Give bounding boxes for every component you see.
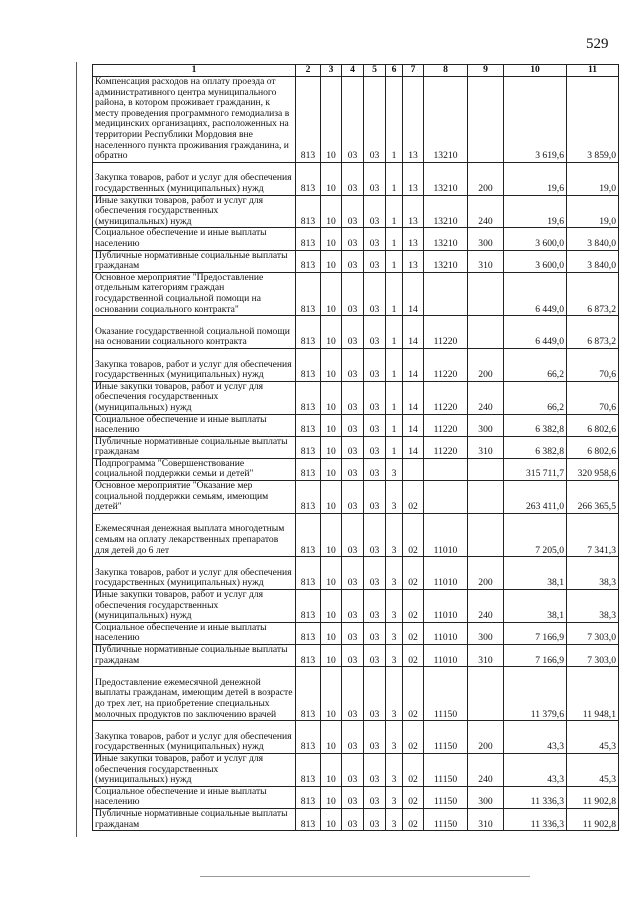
code-cell: 02 <box>403 754 424 787</box>
code-cell: 03 <box>342 436 364 458</box>
budget-table <box>92 64 619 831</box>
code-cell: 02 <box>403 481 424 514</box>
amount-year2-cell: 11 902,8 <box>567 786 619 808</box>
target-article-cell: 11220 <box>424 348 468 381</box>
code-cell: 813 <box>296 458 321 480</box>
expense-type-cell: 240 <box>468 754 504 787</box>
table-row <box>93 721 619 754</box>
code-cell: 1 <box>386 228 403 250</box>
amount-year1-cell: 7 166,9 <box>504 645 567 667</box>
code-cell: 1 <box>386 316 403 349</box>
table-row <box>93 272 619 315</box>
code-cell: 13 <box>403 195 424 228</box>
expense-type-cell: 300 <box>468 786 504 808</box>
code-cell: 813 <box>296 481 321 514</box>
code-cell: 03 <box>342 228 364 250</box>
target-article-cell: 11150 <box>424 786 468 808</box>
table-row <box>93 458 619 480</box>
code-cell: 02 <box>403 590 424 623</box>
code-cell: 14 <box>403 316 424 349</box>
code-cell: 1 <box>386 195 403 228</box>
code-cell: 813 <box>296 590 321 623</box>
code-cell: 03 <box>364 667 386 721</box>
expense-type-cell <box>468 481 504 514</box>
target-article-cell: 13210 <box>424 77 468 163</box>
code-cell: 03 <box>342 77 364 163</box>
target-article-cell: 11150 <box>424 809 468 831</box>
table-row <box>93 414 619 436</box>
column-header-11: 11 <box>567 65 619 77</box>
code-cell: 1 <box>386 272 403 315</box>
code-cell: 1 <box>386 414 403 436</box>
amount-year2-cell: 3 859,0 <box>567 77 619 163</box>
code-cell: 03 <box>364 754 386 787</box>
code-cell: 813 <box>296 622 321 644</box>
expense-type-cell: 240 <box>468 590 504 623</box>
code-cell: 10 <box>321 316 342 349</box>
code-cell: 14 <box>403 414 424 436</box>
amount-year2-cell: 70,6 <box>567 381 619 414</box>
description-cell: Предоставление ежемесячной денежной выплаты гражданам, имеющим детей в возрасте до трех лет, на приобретение специальных молочных продуктов по заключению врачей <box>93 667 296 721</box>
description-cell: Публичные нормативные социальные выплаты гражданам <box>93 645 296 667</box>
code-cell: 03 <box>364 381 386 414</box>
description-cell: Иные закупки товаров, работ и услуг для обеспечения государственных (муниципальных) нужд <box>93 754 296 787</box>
amount-year1-cell: 43,3 <box>504 721 567 754</box>
amount-year2-cell: 266 365,5 <box>567 481 619 514</box>
code-cell: 14 <box>403 272 424 315</box>
target-article-cell: 11220 <box>424 414 468 436</box>
code-cell: 813 <box>296 721 321 754</box>
code-cell: 03 <box>342 557 364 590</box>
code-cell: 10 <box>321 272 342 315</box>
code-cell: 813 <box>296 162 321 195</box>
code-cell: 10 <box>321 721 342 754</box>
expense-type-cell <box>468 272 504 315</box>
code-cell: 03 <box>342 458 364 480</box>
table-row <box>93 228 619 250</box>
description-cell: Закупка товаров, работ и услуг для обеспечения государственных (муниципальных) нужд <box>93 162 296 195</box>
code-cell: 03 <box>342 786 364 808</box>
amount-year2-cell: 6 802,6 <box>567 414 619 436</box>
table-row <box>93 436 619 458</box>
amount-year1-cell: 11 379,6 <box>504 667 567 721</box>
code-cell: 03 <box>342 162 364 195</box>
target-article-cell: 11010 <box>424 645 468 667</box>
code-cell: 813 <box>296 754 321 787</box>
description-cell: Социальное обеспечение и иные выплаты населению <box>93 786 296 808</box>
code-cell: 10 <box>321 77 342 163</box>
table-header <box>93 65 619 77</box>
code-cell: 3 <box>386 557 403 590</box>
column-header-6: 6 <box>386 65 403 77</box>
code-cell: 3 <box>386 754 403 787</box>
target-article-cell <box>424 458 468 480</box>
code-cell: 10 <box>321 162 342 195</box>
code-cell: 10 <box>321 513 342 556</box>
code-cell: 03 <box>364 316 386 349</box>
amount-year1-cell: 38,1 <box>504 557 567 590</box>
description-cell: Иные закупки товаров, работ и услуг для обеспечения государственных (муниципальных) нужд <box>93 590 296 623</box>
code-cell: 03 <box>364 481 386 514</box>
target-article-cell <box>424 272 468 315</box>
amount-year2-cell: 38,3 <box>567 557 619 590</box>
code-cell: 3 <box>386 721 403 754</box>
target-article-cell: 13210 <box>424 162 468 195</box>
code-cell: 813 <box>296 228 321 250</box>
target-article-cell: 11220 <box>424 436 468 458</box>
code-cell: 03 <box>364 195 386 228</box>
amount-year2-cell: 7 303,0 <box>567 622 619 644</box>
table-row <box>93 645 619 667</box>
code-cell: 03 <box>342 645 364 667</box>
column-header-4: 4 <box>342 65 364 77</box>
description-cell: Подпрограмма "Совершенствование социальной поддержки семьи и детей" <box>93 458 296 480</box>
amount-year1-cell: 6 382,8 <box>504 414 567 436</box>
code-cell: 03 <box>342 622 364 644</box>
amount-year1-cell: 3 600,0 <box>504 250 567 272</box>
target-article-cell: 13210 <box>424 250 468 272</box>
code-cell: 03 <box>342 348 364 381</box>
code-cell: 03 <box>342 721 364 754</box>
code-cell: 813 <box>296 436 321 458</box>
code-cell: 3 <box>386 513 403 556</box>
table-row <box>93 316 619 349</box>
code-cell: 10 <box>321 250 342 272</box>
code-cell: 03 <box>364 590 386 623</box>
expense-type-cell: 200 <box>468 557 504 590</box>
code-cell: 02 <box>403 667 424 721</box>
description-cell: Закупка товаров, работ и услуг для обеспечения государственных (муниципальных) нужд <box>93 721 296 754</box>
amount-year2-cell: 45,3 <box>567 754 619 787</box>
amount-year2-cell: 6 802,6 <box>567 436 619 458</box>
expense-type-cell: 300 <box>468 228 504 250</box>
footer-rule <box>200 876 530 877</box>
code-cell: 03 <box>364 348 386 381</box>
description-cell: Публичные нормативные социальные выплаты гражданам <box>93 250 296 272</box>
code-cell: 02 <box>403 622 424 644</box>
code-cell: 3 <box>386 786 403 808</box>
table-row <box>93 809 619 831</box>
code-cell: 02 <box>403 721 424 754</box>
code-cell: 03 <box>342 667 364 721</box>
amount-year2-cell: 3 840,0 <box>567 250 619 272</box>
code-cell: 813 <box>296 667 321 721</box>
expense-type-cell: 240 <box>468 195 504 228</box>
table-row <box>93 622 619 644</box>
amount-year1-cell: 11 336,3 <box>504 786 567 808</box>
description-cell: Социальное обеспечение и иные выплаты населению <box>93 622 296 644</box>
description-cell: Публичные нормативные социальные выплаты гражданам <box>93 436 296 458</box>
code-cell: 3 <box>386 481 403 514</box>
expense-type-cell: 240 <box>468 381 504 414</box>
description-cell: Иные закупки товаров, работ и услуг для обеспечения государственных (муниципальных) нужд <box>93 195 296 228</box>
code-cell: 10 <box>321 195 342 228</box>
code-cell: 03 <box>342 590 364 623</box>
expense-type-cell <box>468 458 504 480</box>
code-cell: 3 <box>386 809 403 831</box>
table-row <box>93 667 619 721</box>
amount-year2-cell: 6 873,2 <box>567 316 619 349</box>
expense-type-cell: 200 <box>468 721 504 754</box>
amount-year2-cell: 19,0 <box>567 162 619 195</box>
code-cell: 1 <box>386 436 403 458</box>
code-cell: 03 <box>364 77 386 163</box>
code-cell: 03 <box>364 809 386 831</box>
amount-year1-cell: 7 166,9 <box>504 622 567 644</box>
amount-year2-cell: 11 902,8 <box>567 809 619 831</box>
column-header-1: 1 <box>93 65 296 77</box>
target-article-cell: 11220 <box>424 381 468 414</box>
code-cell: 1 <box>386 250 403 272</box>
expense-type-cell: 310 <box>468 250 504 272</box>
target-article-cell: 11010 <box>424 590 468 623</box>
table-row <box>93 513 619 556</box>
code-cell: 13 <box>403 250 424 272</box>
code-cell: 03 <box>342 754 364 787</box>
amount-year1-cell: 66,2 <box>504 348 567 381</box>
description-cell: Ежемесячная денежная выплата многодетным семьям на оплату лекарственных препаратов для детей до 6 лет <box>93 513 296 556</box>
code-cell: 10 <box>321 557 342 590</box>
code-cell: 813 <box>296 513 321 556</box>
table-row <box>93 590 619 623</box>
code-cell: 03 <box>364 162 386 195</box>
description-cell: Основное мероприятие "Оказание мер социальной поддержки семьям, имеющим детей" <box>93 481 296 514</box>
amount-year1-cell: 19,6 <box>504 162 567 195</box>
description-cell: Закупка товаров, работ и услуг для обеспечения государственных (муниципальных) нужд <box>93 348 296 381</box>
code-cell: 03 <box>364 458 386 480</box>
target-article-cell: 11010 <box>424 513 468 556</box>
code-cell: 813 <box>296 250 321 272</box>
amount-year2-cell: 19,0 <box>567 195 619 228</box>
code-cell: 10 <box>321 667 342 721</box>
amount-year2-cell: 6 873,2 <box>567 272 619 315</box>
code-cell: 10 <box>321 381 342 414</box>
table-row <box>93 195 619 228</box>
amount-year2-cell: 38,3 <box>567 590 619 623</box>
amount-year1-cell: 43,3 <box>504 754 567 787</box>
code-cell: 13 <box>403 162 424 195</box>
amount-year2-cell: 3 840,0 <box>567 228 619 250</box>
left-margin-rule <box>76 62 77 837</box>
description-cell: Социальное обеспечение и иные выплаты населению <box>93 414 296 436</box>
code-cell: 3 <box>386 645 403 667</box>
code-cell: 3 <box>386 667 403 721</box>
code-cell: 03 <box>364 272 386 315</box>
target-article-cell: 13210 <box>424 228 468 250</box>
target-article-cell: 13210 <box>424 195 468 228</box>
amount-year1-cell: 6 449,0 <box>504 316 567 349</box>
page-number: 529 <box>586 36 609 52</box>
code-cell: 13 <box>403 228 424 250</box>
code-cell: 813 <box>296 645 321 667</box>
amount-year2-cell: 45,3 <box>567 721 619 754</box>
column-header-2: 2 <box>296 65 321 77</box>
target-article-cell <box>424 481 468 514</box>
table-row <box>93 77 619 163</box>
table-row <box>93 786 619 808</box>
table-row <box>93 481 619 514</box>
amount-year1-cell: 66,2 <box>504 381 567 414</box>
header-row <box>93 65 619 77</box>
description-cell: Иные закупки товаров, работ и услуг для обеспечения государственных (муниципальных) нужд <box>93 381 296 414</box>
target-article-cell: 11150 <box>424 667 468 721</box>
amount-year1-cell: 263 411,0 <box>504 481 567 514</box>
expense-type-cell: 200 <box>468 162 504 195</box>
code-cell <box>403 458 424 480</box>
table-row <box>93 250 619 272</box>
code-cell: 02 <box>403 513 424 556</box>
expense-type-cell <box>468 77 504 163</box>
amount-year1-cell: 6 382,8 <box>504 436 567 458</box>
code-cell: 10 <box>321 436 342 458</box>
amount-year1-cell: 6 449,0 <box>504 272 567 315</box>
code-cell: 03 <box>364 436 386 458</box>
code-cell: 813 <box>296 414 321 436</box>
amount-year1-cell: 3 600,0 <box>504 228 567 250</box>
code-cell: 03 <box>364 228 386 250</box>
description-cell: Компенсация расходов на оплату проезда от административного центра муниципального района, в котором проживает гражданин, к месту проведения программного гемодиализа в медицинских организациях, расположенных на территории Республики Мордовия вне населенного пункта проживания гражданина, и обратно <box>93 77 296 163</box>
code-cell: 03 <box>342 381 364 414</box>
code-cell: 03 <box>342 481 364 514</box>
column-header-8: 8 <box>424 65 468 77</box>
code-cell: 813 <box>296 195 321 228</box>
expense-type-cell <box>468 667 504 721</box>
code-cell: 1 <box>386 162 403 195</box>
code-cell: 02 <box>403 786 424 808</box>
expense-type-cell: 310 <box>468 645 504 667</box>
code-cell: 3 <box>386 458 403 480</box>
code-cell: 813 <box>296 348 321 381</box>
code-cell: 3 <box>386 622 403 644</box>
target-article-cell: 11010 <box>424 557 468 590</box>
code-cell: 10 <box>321 786 342 808</box>
code-cell: 03 <box>364 414 386 436</box>
amount-year1-cell: 7 205,0 <box>504 513 567 556</box>
code-cell: 03 <box>364 557 386 590</box>
code-cell: 813 <box>296 809 321 831</box>
amount-year2-cell: 70,6 <box>567 348 619 381</box>
amount-year1-cell: 315 711,7 <box>504 458 567 480</box>
code-cell: 03 <box>364 721 386 754</box>
table-row <box>93 348 619 381</box>
target-article-cell: 11010 <box>424 622 468 644</box>
table-row <box>93 557 619 590</box>
code-cell: 03 <box>342 809 364 831</box>
target-article-cell: 11220 <box>424 316 468 349</box>
amount-year1-cell: 19,6 <box>504 195 567 228</box>
code-cell: 1 <box>386 381 403 414</box>
table-row <box>93 754 619 787</box>
code-cell: 13 <box>403 77 424 163</box>
code-cell: 813 <box>296 272 321 315</box>
description-cell: Основное мероприятие "Предоставление отдельным категориям граждан государственной социальной помощи на основании социального контракта" <box>93 272 296 315</box>
code-cell: 1 <box>386 348 403 381</box>
expense-type-cell <box>468 513 504 556</box>
expense-type-cell: 200 <box>468 348 504 381</box>
code-cell: 10 <box>321 590 342 623</box>
code-cell: 813 <box>296 381 321 414</box>
code-cell: 03 <box>364 786 386 808</box>
code-cell: 03 <box>342 195 364 228</box>
code-cell: 813 <box>296 557 321 590</box>
code-cell: 03 <box>342 414 364 436</box>
code-cell: 3 <box>386 590 403 623</box>
expense-type-cell: 300 <box>468 414 504 436</box>
code-cell: 03 <box>342 250 364 272</box>
code-cell: 14 <box>403 381 424 414</box>
column-header-10: 10 <box>504 65 567 77</box>
code-cell: 02 <box>403 645 424 667</box>
target-article-cell: 11150 <box>424 721 468 754</box>
code-cell: 813 <box>296 316 321 349</box>
code-cell: 03 <box>342 513 364 556</box>
column-header-5: 5 <box>364 65 386 77</box>
code-cell: 03 <box>342 272 364 315</box>
amount-year1-cell: 38,1 <box>504 590 567 623</box>
code-cell: 10 <box>321 458 342 480</box>
amount-year2-cell: 7 303,0 <box>567 645 619 667</box>
description-cell: Социальное обеспечение и иные выплаты населению <box>93 228 296 250</box>
code-cell: 03 <box>364 645 386 667</box>
code-cell: 03 <box>342 316 364 349</box>
expense-type-cell: 310 <box>468 809 504 831</box>
expense-type-cell: 310 <box>468 436 504 458</box>
amount-year2-cell: 320 958,6 <box>567 458 619 480</box>
code-cell: 03 <box>364 250 386 272</box>
table-row <box>93 381 619 414</box>
code-cell: 03 <box>364 622 386 644</box>
code-cell: 14 <box>403 348 424 381</box>
target-article-cell: 11150 <box>424 754 468 787</box>
table-row <box>93 162 619 195</box>
table-body <box>93 77 619 831</box>
code-cell: 02 <box>403 809 424 831</box>
expense-type-cell <box>468 316 504 349</box>
code-cell: 14 <box>403 436 424 458</box>
code-cell: 10 <box>321 348 342 381</box>
code-cell: 1 <box>386 77 403 163</box>
column-header-7: 7 <box>403 65 424 77</box>
expense-type-cell: 300 <box>468 622 504 644</box>
code-cell: 10 <box>321 645 342 667</box>
code-cell: 10 <box>321 809 342 831</box>
code-cell: 813 <box>296 786 321 808</box>
code-cell: 10 <box>321 754 342 787</box>
code-cell: 10 <box>321 481 342 514</box>
amount-year2-cell: 11 948,1 <box>567 667 619 721</box>
column-header-9: 9 <box>468 65 504 77</box>
column-header-3: 3 <box>321 65 342 77</box>
code-cell: 02 <box>403 557 424 590</box>
amount-year1-cell: 3 619,6 <box>504 77 567 163</box>
code-cell: 813 <box>296 77 321 163</box>
amount-year1-cell: 11 336,3 <box>504 809 567 831</box>
amount-year2-cell: 7 341,3 <box>567 513 619 556</box>
code-cell: 10 <box>321 228 342 250</box>
description-cell: Оказание государственной социальной помощи на основании социального контракта <box>93 316 296 349</box>
description-cell: Закупка товаров, работ и услуг для обеспечения государственных (муниципальных) нужд <box>93 557 296 590</box>
description-cell: Публичные нормативные социальные выплаты гражданам <box>93 809 296 831</box>
code-cell: 10 <box>321 622 342 644</box>
code-cell: 10 <box>321 414 342 436</box>
code-cell: 03 <box>364 513 386 556</box>
